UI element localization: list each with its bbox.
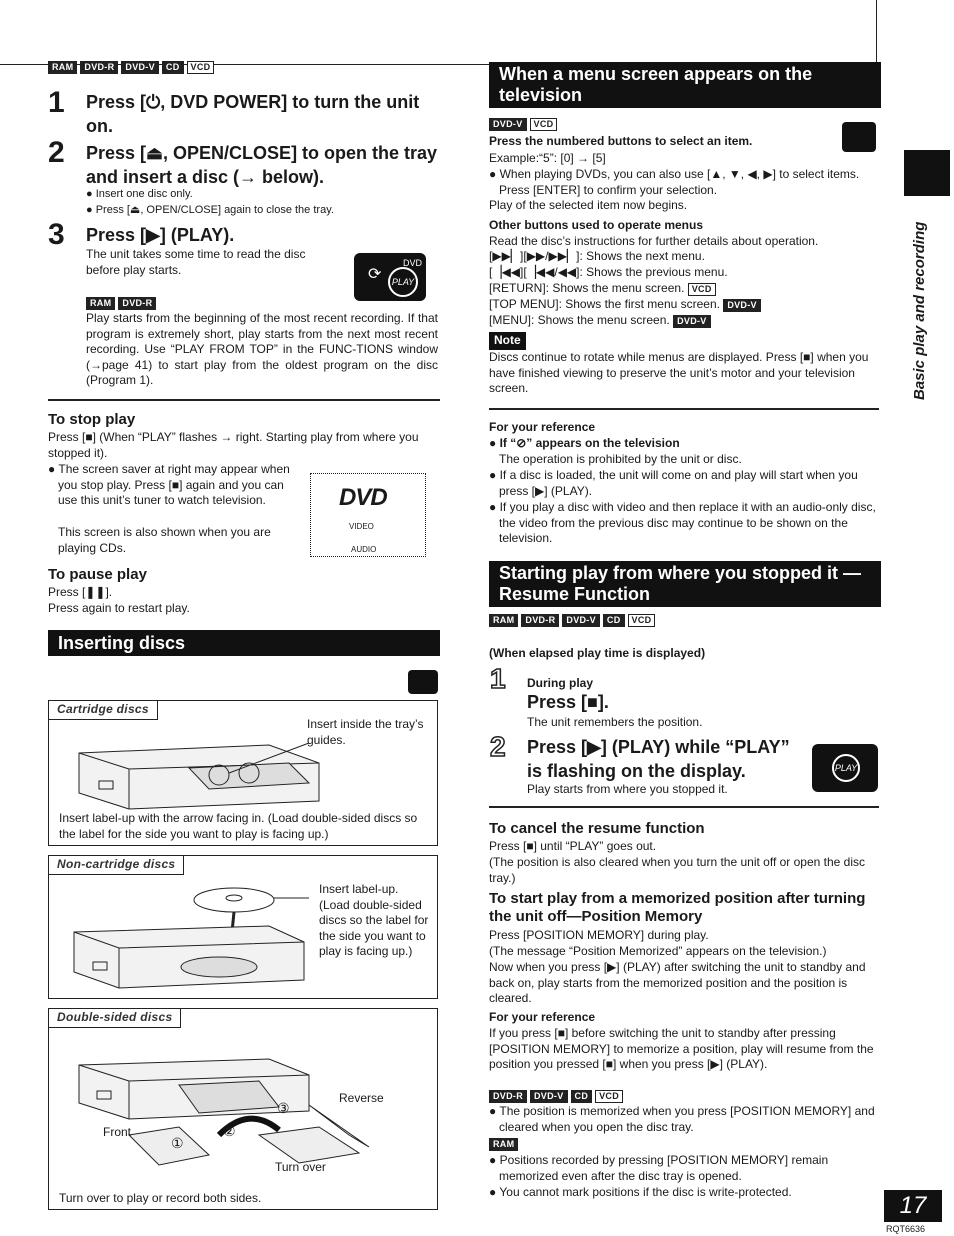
double-sided-illustration [69, 1035, 409, 1185]
resume-step-2-number: 2 [490, 731, 506, 762]
badge-cd: CD [603, 614, 625, 627]
badge-dvd-v: DVD-V [673, 315, 711, 328]
pm-bullet-2: ● Positions recorded by pressing [POSITION MEMORY] remain memorized even after the disc tray is opened. [489, 1153, 829, 1183]
doc-code: RQT6636 [886, 1224, 926, 1234]
badge-dvd-v: DVD-V [489, 118, 527, 131]
reference-bullet-1-text: The operation is prohibited by the unit or disc. [499, 452, 742, 466]
step-2-bullet-1: ● Insert one disc only. [86, 188, 193, 200]
note-label: Note [489, 332, 526, 350]
memo-line-2: (The message “Position Memorized” appears on the television.) [489, 944, 827, 958]
other-line-4 [489, 281, 716, 297]
ram-dvdr-badges [86, 297, 156, 310]
help-icon [408, 670, 438, 694]
badge-dvd-v: DVD-V [121, 61, 159, 74]
menu-bullet-1: ● When playing DVDs, you can also use [▲, ▼, ◀, ▶] to select items. Press [ENTER] to confirm your selection. [489, 167, 860, 197]
stop-bullet-2: This screen is also shown when you are playing CDs. [58, 525, 271, 555]
other-line-5-text: [TOP MENU]: Shows the first menu screen. [489, 297, 720, 311]
badge-cd: CD [162, 61, 184, 74]
elapsed-note: (When elapsed play time is displayed) [489, 646, 706, 660]
menu-screen-banner: When a menu screen appears on the television [489, 62, 881, 108]
reference-bullet-2: ● If a disc is loaded, the unit will come on and play will start when you press [▶] (PLAY). [489, 468, 858, 498]
reference-heading: For your reference [489, 420, 596, 434]
stop-bullet-1: ● The screen saver at right may appear when you stop play. Press [■] again and you can use this unit’s tuner to watch television. [48, 462, 290, 507]
badge-vcd: VCD [187, 61, 215, 74]
badge-dvd-v: DVD-V [723, 299, 761, 312]
double-sided-caption: Turn over to play or record both sides. [59, 1191, 262, 1205]
other-line-5 [489, 297, 761, 313]
menu-bold-line: Press the numbered buttons to select an item. [489, 134, 753, 148]
resume-step-1-text: The unit remembers the position. [527, 715, 703, 729]
other-line-2: [▶▶▏][▶▶/▶▶▏]: Shows the next menu. [489, 249, 705, 263]
resume-step-1-title: Press [■]. [527, 692, 609, 712]
other-line-1: Read the disc’s instructions for further details about operation. [489, 234, 819, 248]
divider [48, 399, 440, 401]
menu-badges [489, 118, 557, 131]
memo-reference-heading: For your reference [489, 1010, 596, 1024]
badge-ram: RAM [86, 297, 115, 310]
top-badges [48, 61, 214, 74]
dvd-logo: DVD [339, 484, 387, 511]
other-buttons-heading: Other buttons used to operate menus [489, 218, 704, 232]
badge-ram: RAM [48, 61, 77, 74]
play-display-icon [812, 744, 878, 792]
non-cartridge-tab: Non-cartridge discs [49, 856, 184, 875]
badge-vcd: VCD [595, 1090, 623, 1103]
step-1-number: 1 [48, 86, 65, 119]
reference-bullet-1: ● If “⊘” appears on the television [489, 436, 680, 450]
cartridge-caption: Insert label-up with the arrow facing in. (Load double-sided discs so the label for the side you want to play is facing up.) [59, 811, 418, 841]
step-2-number: 2 [48, 136, 65, 169]
stop-text: Press [■] (When “PLAY” flashes → right. Starting play from where you stopped it). [48, 430, 419, 460]
resume-step-1-number: 1 [490, 663, 506, 694]
badge-vcd: VCD [628, 614, 656, 627]
pause-line-2: Press again to restart play. [48, 601, 190, 615]
resume-banner: Starting play from where you stopped it —Resume Function [489, 561, 881, 607]
front-label: Front [103, 1125, 132, 1139]
note-text: Discs continue to rotate while menus are displayed. Press [■] when you have finished viewing to preserve the unit’s motor and your television screen. [489, 350, 869, 395]
cancel-line-1: Press [■] until “PLAY” goes out. [489, 839, 657, 853]
badge-ram: RAM [489, 614, 518, 627]
non-cartridge-discs-box [48, 855, 438, 999]
badge-dvd-r: DVD-R [489, 1090, 527, 1103]
divider [489, 806, 879, 808]
turn-over-label: Turn over [275, 1160, 326, 1174]
non-cartridge-text: Insert label-up. (Load double-sided discs so the label for the side you want to play is facing up.) [319, 882, 429, 958]
section-tab-marker [904, 150, 950, 196]
memo-reference-text: If you press [■] before switching the unit to standby after pressing [POSITION MEMORY] to memorize a position, play will resume from the position you pressed [■] when you press [▶] (PLAY). [489, 1026, 874, 1071]
other-line-6 [489, 313, 711, 329]
step-1-title: Press [⏻, DVD POWER] to turn the unit on. [86, 92, 420, 136]
play-icon-corner: DVD [402, 258, 422, 268]
badge-dvd-r: DVD-R [80, 61, 118, 74]
badge-cd: CD [571, 1090, 593, 1103]
badge-vcd: VCD [688, 283, 716, 296]
divider [489, 408, 879, 410]
pause-heading: To pause play [48, 566, 147, 583]
step-3-text: The unit takes some time to read the disc before play starts. [86, 247, 306, 277]
pm-badges [489, 1090, 623, 1103]
top-rule-vertical [876, 0, 877, 64]
play-icon-circle: PLAY [832, 754, 860, 782]
disc-spin-icon: ⟳ [368, 266, 382, 283]
menu-example: Example:“5”: [0] → [5] [489, 151, 606, 165]
pause-line-1: Press [❚❚]. [48, 585, 113, 599]
step-2-bullet-2: ● Press [⏏, OPEN/CLOSE] again to close the tray. [86, 204, 334, 216]
inserting-discs-banner: Inserting discs [48, 630, 440, 656]
pm-bullet-1: ● The position is memorized when you press [POSITION MEMORY] and cleared when you open the disc tray. [489, 1104, 875, 1134]
cancel-heading: To cancel the resume function [489, 820, 705, 837]
memo-heading: To start play from a memorized position after turning the unit off—Position Memory [489, 890, 866, 925]
badge-dvd-r: DVD-R [521, 614, 559, 627]
resume-step-1-pre: During play [527, 676, 594, 690]
page-number: 17 [884, 1190, 942, 1222]
step-circle-1: ① [171, 1135, 184, 1151]
play-display-icon [354, 253, 426, 301]
badge-dvd-v: DVD-V [562, 614, 600, 627]
badge-vcd: VCD [530, 118, 558, 131]
step-circle-3: ③ [277, 1100, 290, 1116]
stop-heading: To stop play [48, 411, 136, 428]
step-3-title: Press [▶] (PLAY). [86, 225, 235, 245]
pm-bullet-3: ● You cannot mark positions if the disc is write-protected. [489, 1185, 792, 1199]
double-sided-tab: Double-sided discs [49, 1009, 181, 1028]
cancel-line-2: (The position is also cleared when you turn the unit off or open the disc tray.) [489, 855, 866, 885]
step-3-number: 3 [48, 218, 65, 251]
screen-saver-image [310, 473, 426, 557]
badge-dvd-v: DVD-V [530, 1090, 568, 1103]
menu-line-2: Play of the selected item now begins. [489, 198, 688, 212]
cartridge-tab: Cartridge discs [49, 701, 158, 720]
ram-text: Play starts from the beginning of the most recent recording. If that program is extremely short, play starts from the next most recent recording. Use “PLAY FROM TOP” in the FUNC-TIONS window (→page 41) to start play from the oldest program on the disc (Program 1). [86, 311, 438, 387]
badge-dvd-r: DVD-R [118, 297, 156, 310]
step-circle-2: ② [223, 1123, 236, 1139]
other-line-3: [▕◀◀][▕◀◀/◀◀]: Shows the previous menu. [489, 265, 728, 279]
other-line-4-text: [RETURN]: Shows the menu screen. [489, 281, 685, 295]
resume-step-2-title: Press [▶] (PLAY) while “PLAY” is flashing on the display. [527, 737, 790, 781]
memo-line-1: Press [POSITION MEMORY] during play. [489, 928, 709, 942]
side-label-wrap [880, 210, 950, 410]
reverse-label: Reverse [339, 1091, 384, 1105]
pm-ram-badge-row [489, 1138, 518, 1151]
memo-line-3: Now when you press [▶] (PLAY) after switching the unit to standby and back on, play starts from the memorized position and the position is cleared. [489, 960, 866, 1005]
resume-step-2-text: Play starts from where you stopped it. [527, 782, 728, 796]
play-icon-circle: PLAY [388, 267, 418, 297]
cartridge-discs-box [48, 700, 438, 846]
reference-bullet-3: ● If you play a disc with video and then replace it with an audio-only disc, the video from the previous disc may continue to be shown on the television. [489, 500, 876, 545]
dvd-audio-label: AUDIO [351, 545, 377, 554]
dvd-video-label: VIDEO [349, 522, 374, 531]
double-sided-discs-box [48, 1008, 438, 1210]
help-icon [842, 122, 876, 152]
step-2-title: Press [⏏, OPEN/CLOSE] to open the tray and insert a disc (→ below). [86, 143, 438, 187]
cartridge-illustration [69, 723, 339, 813]
side-label: Basic play and recording [911, 221, 928, 400]
resume-badges [489, 614, 655, 627]
badge-ram: RAM [489, 1138, 518, 1151]
non-cartridge-illustration [69, 882, 319, 992]
cartridge-callout: Insert inside the tray’s guides. [307, 717, 424, 747]
other-line-6-text: [MENU]: Shows the menu screen. [489, 313, 670, 327]
